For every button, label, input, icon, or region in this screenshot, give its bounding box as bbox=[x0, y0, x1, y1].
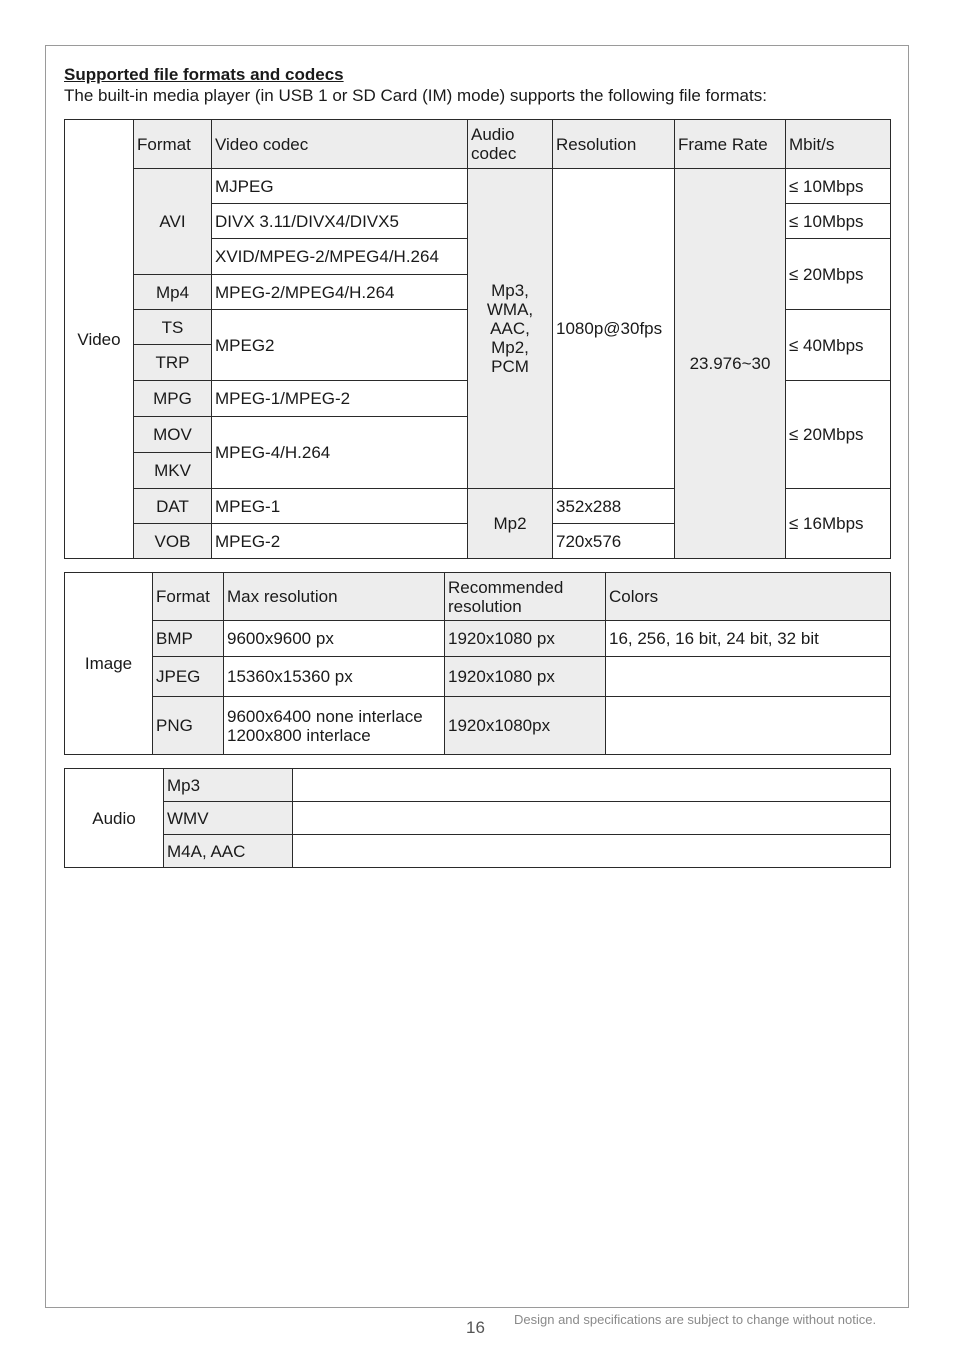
codec-mjpeg: MJPEG bbox=[212, 169, 468, 204]
table-row bbox=[65, 835, 891, 868]
audio-formats-table bbox=[64, 768, 891, 868]
rate-dat-vob: ≤ 16Mbps bbox=[786, 489, 891, 559]
header-colors: Colors bbox=[606, 573, 891, 621]
format-trp: TRP bbox=[134, 345, 212, 381]
audio-codec-dat: Mp2 bbox=[468, 489, 553, 559]
rate-xvid-mp4: ≤ 20Mbps bbox=[786, 239, 891, 310]
image-format-jpeg: JPEG bbox=[153, 657, 224, 697]
format-mov: MOV bbox=[134, 417, 212, 453]
rate-mpg-mov-mkv: ≤ 20Mbps bbox=[786, 381, 891, 489]
intro-text: The built-in media player (in USB 1 or SD Card (IM) mode) supports the following file formats: bbox=[64, 86, 767, 105]
image-colors-bmp: 16, 256, 16 bit, 24 bit, 32 bit bbox=[606, 621, 891, 657]
table-row bbox=[65, 802, 891, 835]
audio-format-mp3: Mp3 bbox=[164, 769, 293, 802]
rate-divx: ≤ 10Mbps bbox=[786, 204, 891, 239]
codec-mpg: MPEG-1/MPEG-2 bbox=[212, 381, 468, 417]
codec-h264: MPEG-4/H.264 bbox=[212, 417, 468, 489]
audio-empty-cell bbox=[293, 835, 891, 868]
page-number: 16 bbox=[466, 1318, 485, 1337]
format-mpg: MPG bbox=[134, 381, 212, 417]
format-avi: AVI bbox=[134, 169, 212, 275]
format-vob: VOB bbox=[134, 524, 212, 559]
image-max-png: 9600x6400 none interlace 1200x800 interlace bbox=[224, 697, 445, 755]
image-max-jpeg: 15360x15360 px bbox=[224, 657, 445, 697]
video-category-cell: Video bbox=[65, 120, 134, 559]
image-formats-table bbox=[64, 572, 891, 755]
audio-category-cell: Audio bbox=[65, 769, 164, 868]
codec-xvid: XVID/MPEG-2/MPEG4/H.264 bbox=[212, 239, 468, 275]
header-resolution: Resolution bbox=[553, 120, 675, 169]
header-recommended-resolution: Recommended resolution bbox=[445, 573, 606, 621]
table-row bbox=[65, 169, 891, 204]
image-format-bmp: BMP bbox=[153, 621, 224, 657]
video-formats-table bbox=[64, 119, 891, 559]
audio-codec-main: Mp3, WMA, AAC, Mp2, PCM bbox=[468, 169, 553, 489]
codec-mpeg2: MPEG2 bbox=[212, 310, 468, 381]
audio-empty-cell bbox=[293, 769, 891, 802]
header-max-resolution: Max resolution bbox=[224, 573, 445, 621]
header-mbit: Mbit/s bbox=[786, 120, 891, 169]
codec-dat: MPEG-1 bbox=[212, 489, 468, 524]
video-header-row bbox=[65, 120, 891, 169]
resolution-vob: 720x576 bbox=[553, 524, 675, 559]
table-row bbox=[65, 769, 891, 802]
image-colors-jpeg bbox=[606, 657, 891, 697]
header-frame-rate: Frame Rate bbox=[675, 120, 786, 169]
section-heading: Supported file formats and codecs bbox=[64, 65, 344, 84]
frame-rate: 23.976~30 bbox=[675, 169, 786, 559]
codec-mp4: MPEG-2/MPEG4/H.264 bbox=[212, 275, 468, 310]
rate-ts-trp: ≤ 40Mbps bbox=[786, 310, 891, 381]
codec-divx: DIVX 3.11/DIVX4/DIVX5 bbox=[212, 204, 468, 239]
image-colors-png bbox=[606, 697, 891, 755]
format-dat: DAT bbox=[134, 489, 212, 524]
footer-note: Design and specifications are subject to change without notice. bbox=[514, 1312, 877, 1327]
audio-format-m4a-aac: M4A, AAC bbox=[164, 835, 293, 868]
image-category-cell: Image bbox=[65, 573, 153, 755]
rate-mjpeg: ≤ 10Mbps bbox=[786, 169, 891, 204]
table-row bbox=[65, 657, 891, 697]
table-row bbox=[65, 697, 891, 755]
codec-vob: MPEG-2 bbox=[212, 524, 468, 559]
resolution-main: 1080p@30fps bbox=[553, 169, 675, 489]
image-max-bmp: 9600x9600 px bbox=[224, 621, 445, 657]
format-mkv: MKV bbox=[134, 453, 212, 489]
audio-format-wmv: WMV bbox=[164, 802, 293, 835]
image-rec-png: 1920x1080px bbox=[445, 697, 606, 755]
header-format: Format bbox=[153, 573, 224, 621]
format-mp4: Mp4 bbox=[134, 275, 212, 310]
format-ts: TS bbox=[134, 310, 212, 345]
resolution-dat: 352x288 bbox=[553, 489, 675, 524]
audio-empty-cell bbox=[293, 802, 891, 835]
image-rec-jpeg: 1920x1080 px bbox=[445, 657, 606, 697]
image-format-png: PNG bbox=[153, 697, 224, 755]
image-header-row bbox=[65, 573, 891, 621]
header-video-codec: Video codec bbox=[212, 120, 468, 169]
image-rec-bmp: 1920x1080 px bbox=[445, 621, 606, 657]
header-format: Format bbox=[134, 120, 212, 169]
header-audio-codec: Audio codec bbox=[468, 120, 553, 169]
table-row bbox=[65, 621, 891, 657]
